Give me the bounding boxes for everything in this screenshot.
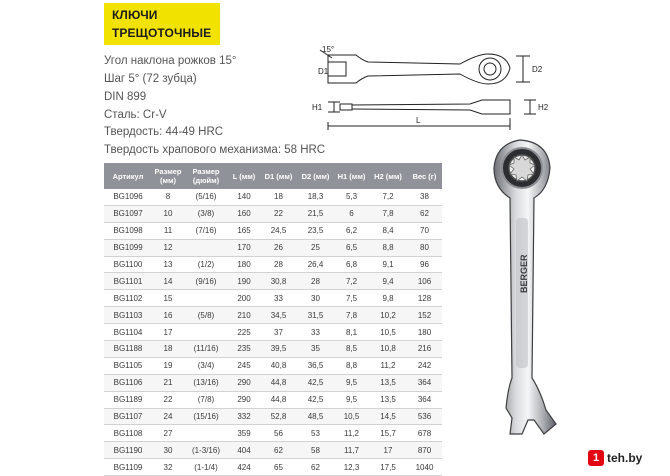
- cell-size-mm: 24: [152, 408, 184, 425]
- cell-h1: 8,1: [334, 324, 369, 341]
- cell-length: 290: [228, 391, 260, 408]
- header-article: Артикул: [104, 163, 152, 189]
- cell-article: BG1104: [104, 324, 152, 341]
- cell-length: 140: [228, 189, 260, 205]
- cell-weight: 80: [407, 239, 442, 256]
- cell-size-inch: [184, 290, 228, 307]
- cell-d1: 26: [260, 239, 297, 256]
- cell-d1: 33: [260, 290, 297, 307]
- cell-h2: 9,1: [369, 256, 407, 273]
- cell-h1: 11,7: [334, 442, 369, 459]
- cell-size-mm: 13: [152, 256, 184, 273]
- cell-h1: 12,3: [334, 459, 369, 476]
- cell-d2: 28: [297, 273, 334, 290]
- cell-h2: 13,5: [369, 374, 407, 391]
- cell-h2: 10,8: [369, 341, 407, 358]
- cell-h2: 17: [369, 442, 407, 459]
- cell-d1: 28: [260, 256, 297, 273]
- cell-length: 235: [228, 341, 260, 358]
- cell-d1: 44,8: [260, 374, 297, 391]
- table-row: [104, 459, 442, 476]
- cell-d1: 52,8: [260, 408, 297, 425]
- table-row: [104, 256, 442, 273]
- cell-length: 200: [228, 290, 260, 307]
- cell-h1: 8,5: [334, 341, 369, 358]
- cell-d1: 34,5: [260, 307, 297, 324]
- cell-size-mm: 32: [152, 459, 184, 476]
- cell-size-inch: (1/2): [184, 256, 228, 273]
- cell-weight: 62: [407, 205, 442, 222]
- cell-weight: 96: [407, 256, 442, 273]
- angle-label: 15°: [322, 45, 335, 54]
- title-line-1: КЛЮЧИ: [112, 8, 158, 22]
- cell-size-mm: 11: [152, 222, 184, 239]
- table-header-row: [104, 163, 442, 189]
- cell-size-inch: (7/8): [184, 391, 228, 408]
- cell-weight: 38: [407, 189, 442, 205]
- table-row: [104, 374, 442, 391]
- cell-size-mm: 30: [152, 442, 184, 459]
- cell-length: 332: [228, 408, 260, 425]
- cell-weight: 364: [407, 391, 442, 408]
- cell-weight: 536: [407, 408, 442, 425]
- cell-size-inch: (1-3/16): [184, 442, 228, 459]
- cell-weight: 364: [407, 374, 442, 391]
- h1-label: H1: [312, 103, 323, 112]
- cell-d1: 37: [260, 324, 297, 341]
- cell-size-mm: 10: [152, 205, 184, 222]
- cell-weight: 128: [407, 290, 442, 307]
- cell-h2: 13,5: [369, 391, 407, 408]
- cell-article: BG1190: [104, 442, 152, 459]
- table-row: [104, 307, 442, 324]
- cell-size-inch: (3/4): [184, 357, 228, 374]
- cell-article: BG1105: [104, 357, 152, 374]
- cell-h1: 9,5: [334, 391, 369, 408]
- cell-length: 225: [228, 324, 260, 341]
- cell-size-inch: (7/16): [184, 222, 228, 239]
- cell-h1: 7,8: [334, 307, 369, 324]
- header-size-mm: Размер (мм): [152, 163, 184, 189]
- cell-d2: 36,5: [297, 357, 334, 374]
- table-row: [104, 442, 442, 459]
- cell-article: BG1108: [104, 425, 152, 442]
- cell-size-mm: 19: [152, 357, 184, 374]
- cell-weight: 870: [407, 442, 442, 459]
- cell-article: BG1188: [104, 341, 152, 358]
- cell-size-inch: (1-1/4): [184, 459, 228, 476]
- cell-d2: 18,3: [297, 189, 334, 205]
- cell-article: BG1103: [104, 307, 152, 324]
- cell-size-inch: (5/16): [184, 189, 228, 205]
- cell-size-inch: [184, 324, 228, 341]
- cell-d1: 30,8: [260, 273, 297, 290]
- table-row: [104, 391, 442, 408]
- cell-d2: 30: [297, 290, 334, 307]
- cell-h1: 6,8: [334, 256, 369, 273]
- cell-d2: 23,5: [297, 222, 334, 239]
- cell-size-mm: 15: [152, 290, 184, 307]
- header-h2: H2 (мм): [369, 163, 407, 189]
- dimension-diagram: [310, 40, 570, 132]
- wrench-photo: [472, 128, 570, 463]
- cell-article: BG1096: [104, 189, 152, 205]
- table-row: [104, 290, 442, 307]
- cell-size-mm: 22: [152, 391, 184, 408]
- cell-h2: 10,5: [369, 324, 407, 341]
- cell-h1: 7,5: [334, 290, 369, 307]
- cell-d2: 31,5: [297, 307, 334, 324]
- cell-article: BG1100: [104, 256, 152, 273]
- watermark-badge: 1: [588, 450, 604, 466]
- cell-d2: 21,5: [297, 205, 334, 222]
- cell-h1: 6,5: [334, 239, 369, 256]
- cell-size-inch: (11/16): [184, 341, 228, 358]
- wrench-brand-label: BERGER: [519, 254, 529, 293]
- header-d1: D1 (мм): [260, 163, 297, 189]
- cell-h1: 6: [334, 205, 369, 222]
- cell-length: 359: [228, 425, 260, 442]
- table-row: [104, 324, 442, 341]
- table-row: [104, 408, 442, 425]
- d1-label: D1: [318, 67, 329, 76]
- cell-d2: 35: [297, 341, 334, 358]
- cell-d1: 62: [260, 442, 297, 459]
- cell-d1: 22: [260, 205, 297, 222]
- cell-size-inch: (9/16): [184, 273, 228, 290]
- header-length: L (мм): [228, 163, 260, 189]
- cell-length: 210: [228, 307, 260, 324]
- cell-size-inch: [184, 425, 228, 442]
- cell-d2: 42,5: [297, 391, 334, 408]
- table-row: [104, 239, 442, 256]
- cell-weight: 242: [407, 357, 442, 374]
- cell-h2: 10,2: [369, 307, 407, 324]
- cell-weight: 1040: [407, 459, 442, 476]
- cell-article: BG1102: [104, 290, 152, 307]
- h2-label: H2: [538, 103, 549, 112]
- cell-size-mm: 17: [152, 324, 184, 341]
- cell-article: BG1101: [104, 273, 152, 290]
- specs-table: [104, 163, 442, 476]
- cell-size-mm: 27: [152, 425, 184, 442]
- table-row: [104, 341, 442, 358]
- watermark: [588, 449, 642, 467]
- cell-d2: 42,5: [297, 374, 334, 391]
- cell-d1: 40,8: [260, 357, 297, 374]
- spec-angle: Угол наклона рожков 15°: [104, 55, 237, 67]
- cell-h2: 9,4: [369, 273, 407, 290]
- cell-length: 290: [228, 374, 260, 391]
- cell-length: 180: [228, 256, 260, 273]
- cell-d2: 48,5: [297, 408, 334, 425]
- cell-h1: 10,5: [334, 408, 369, 425]
- table-row: [104, 222, 442, 239]
- cell-length: 424: [228, 459, 260, 476]
- cell-article: BG1097: [104, 205, 152, 222]
- cell-d1: 24,5: [260, 222, 297, 239]
- cell-size-mm: 21: [152, 374, 184, 391]
- cell-h2: 15,7: [369, 425, 407, 442]
- cell-h1: 8,8: [334, 357, 369, 374]
- cell-d1: 39,5: [260, 341, 297, 358]
- table-row: [104, 357, 442, 374]
- cell-length: 245: [228, 357, 260, 374]
- cell-h2: 14,5: [369, 408, 407, 425]
- cell-h1: 11,2: [334, 425, 369, 442]
- cell-article: BG1109: [104, 459, 152, 476]
- cell-h2: 9,8: [369, 290, 407, 307]
- l-label: L: [416, 116, 421, 125]
- cell-h1: 5,3: [334, 189, 369, 205]
- cell-article: BG1189: [104, 391, 152, 408]
- cell-d1: 56: [260, 425, 297, 442]
- cell-size-inch: (15/16): [184, 408, 228, 425]
- cell-h2: 8,4: [369, 222, 407, 239]
- cell-weight: 152: [407, 307, 442, 324]
- cell-size-mm: 14: [152, 273, 184, 290]
- cell-d2: 53: [297, 425, 334, 442]
- cell-h1: 6,2: [334, 222, 369, 239]
- header-weight: Вес (г): [407, 163, 442, 189]
- cell-length: 190: [228, 273, 260, 290]
- table-body: [104, 189, 442, 476]
- cell-article: BG1106: [104, 374, 152, 391]
- spec-ratchet-hardness: Твердость храпового механизма: 58 HRC: [104, 144, 326, 156]
- cell-weight: 216: [407, 341, 442, 358]
- cell-size-mm: 12: [152, 239, 184, 256]
- cell-size-mm: 8: [152, 189, 184, 205]
- cell-h2: 8,8: [369, 239, 407, 256]
- title-line-2: ТРЕЩОТОЧНЫЕ: [112, 26, 212, 40]
- cell-d2: 26,4: [297, 256, 334, 273]
- spec-step: Шаг 5° (72 зубца): [104, 73, 197, 85]
- cell-article: BG1099: [104, 239, 152, 256]
- cell-h2: 7,2: [369, 189, 407, 205]
- cell-d1: 44,8: [260, 391, 297, 408]
- table-row: [104, 273, 442, 290]
- cell-size-inch: (13/16): [184, 374, 228, 391]
- cell-d2: 33: [297, 324, 334, 341]
- spec-steel: Сталь: Cr-V: [104, 109, 167, 121]
- table-row: [104, 189, 442, 205]
- cell-size-mm: 16: [152, 307, 184, 324]
- cell-length: 160: [228, 205, 260, 222]
- cell-d2: 25: [297, 239, 334, 256]
- cell-size-mm: 18: [152, 341, 184, 358]
- spec-standard: DIN 899: [104, 91, 147, 103]
- cell-h1: 7,2: [334, 273, 369, 290]
- cell-length: 170: [228, 239, 260, 256]
- table-row: [104, 425, 442, 442]
- header-d2: D2 (мм): [297, 163, 334, 189]
- cell-weight: 70: [407, 222, 442, 239]
- cell-h2: 7,8: [369, 205, 407, 222]
- cell-weight: 106: [407, 273, 442, 290]
- watermark-text: teh.by: [607, 451, 643, 465]
- cell-d1: 65: [260, 459, 297, 476]
- cell-d2: 62: [297, 459, 334, 476]
- cell-size-inch: [184, 239, 228, 256]
- cell-size-inch: (3/8): [184, 205, 228, 222]
- spec-hardness: Твердость: 44-49 HRC: [104, 126, 224, 138]
- cell-length: 404: [228, 442, 260, 459]
- cell-weight: 678: [407, 425, 442, 442]
- cell-length: 165: [228, 222, 260, 239]
- cell-h2: 17,5: [369, 459, 407, 476]
- cell-h2: 11,2: [369, 357, 407, 374]
- header-h1: H1 (мм): [334, 163, 369, 189]
- cell-article: BG1098: [104, 222, 152, 239]
- cell-size-inch: (5/8): [184, 307, 228, 324]
- header-size-inch: Размер (дюйм): [184, 163, 228, 189]
- cell-d2: 58: [297, 442, 334, 459]
- table-row: [104, 205, 442, 222]
- cell-h1: 9,5: [334, 374, 369, 391]
- cell-weight: 180: [407, 324, 442, 341]
- cell-d1: 18: [260, 189, 297, 205]
- cell-article: BG1107: [104, 408, 152, 425]
- d2-label: D2: [532, 65, 543, 74]
